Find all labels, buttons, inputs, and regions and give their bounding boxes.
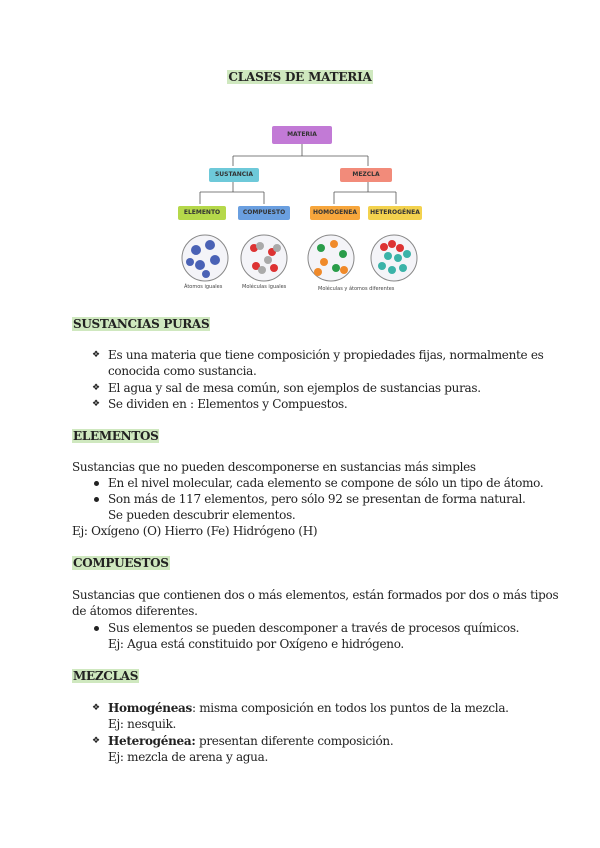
bullet-dot <box>94 481 99 486</box>
homogeneous-circle <box>308 235 354 281</box>
element-circle <box>182 235 228 281</box>
page-title: CLASES DE MATERIA <box>228 70 372 84</box>
heading-mezclas: MEZCLAS <box>73 669 139 683</box>
mezcla-item: Heterogénea: presentan diferente composición. <box>108 734 394 748</box>
box-sustancia: SUSTANCIA <box>209 168 259 182</box>
caption-atomos: Átomos iguales <box>184 284 223 290</box>
diamond-bullet: ❖ <box>92 383 101 393</box>
diamond-bullet: ❖ <box>92 703 101 713</box>
box-materia: MATERIA <box>272 126 332 144</box>
caption-moleculas: Moléculas iguales <box>242 284 287 290</box>
bullet-text: Se dividen en : Elementos y Compuestos. <box>108 397 348 411</box>
box-elemento: ELEMENTO <box>178 206 226 220</box>
heterogeneous-circle <box>371 235 417 281</box>
matter-classification-diagram <box>178 120 424 300</box>
bullet-text: Se pueden descubrir elementos. <box>108 508 296 522</box>
diamond-bullet: ❖ <box>92 736 101 746</box>
heading-sustancias-puras: SUSTANCIAS PURAS <box>73 317 210 331</box>
caption-mezcla: Moléculas y átomos diferentes <box>318 286 395 292</box>
bullet-text: conocida como sustancia. <box>108 364 257 378</box>
heading-elementos: ELEMENTOS <box>73 429 159 443</box>
compuestos-example: Ej: Agua está constituido por Oxígeno e hidrógeno. <box>108 637 404 651</box>
compuestos-intro: Sustancias que contienen dos o más elementos, están formados por dos o más tipos <box>72 588 559 602</box>
elementos-intro: Sustancias que no pueden descomponerse en sustancias más simples <box>72 460 476 474</box>
box-mezcla: MEZCLA <box>340 168 392 182</box>
box-heterogenea: HETEROGÉNEA <box>368 206 422 220</box>
heading-compuestos: COMPUESTOS <box>73 556 169 570</box>
bullet-text: Es una materia que tiene composición y propiedades fijas, normalmente es <box>108 348 544 362</box>
elementos-example: Ej: Oxígeno (O) Hierro (Fe) Hidrógeno (H) <box>72 524 318 538</box>
mezcla-example: Ej: nesquik. <box>108 717 177 731</box>
box-homogenea: HOMOGENEA <box>310 206 360 220</box>
bullet-dot <box>94 626 99 631</box>
bullet-text: Sus elementos se pueden descomponer a través de procesos químicos. <box>108 621 520 635</box>
bullet-text: El agua y sal de mesa común, son ejemplos de sustancias puras. <box>108 381 481 395</box>
mezcla-example: Ej: mezcla de arena y agua. <box>108 750 268 764</box>
box-compuesto: COMPUESTO <box>238 206 290 220</box>
compound-circle <box>241 235 287 281</box>
compuestos-intro: de átomos diferentes. <box>72 604 198 618</box>
mezcla-item: Homogéneas: misma composición en todos los puntos de la mezcla. <box>108 701 509 715</box>
diamond-bullet: ❖ <box>92 350 101 360</box>
diamond-bullet: ❖ <box>92 399 101 409</box>
bullet-text: Son más de 117 elementos, pero sólo 92 se presentan de forma natural. <box>108 492 526 506</box>
bullet-dot <box>94 497 99 502</box>
bullet-text: En el nivel molecular, cada elemento se compone de sólo un tipo de átomo. <box>108 476 544 490</box>
